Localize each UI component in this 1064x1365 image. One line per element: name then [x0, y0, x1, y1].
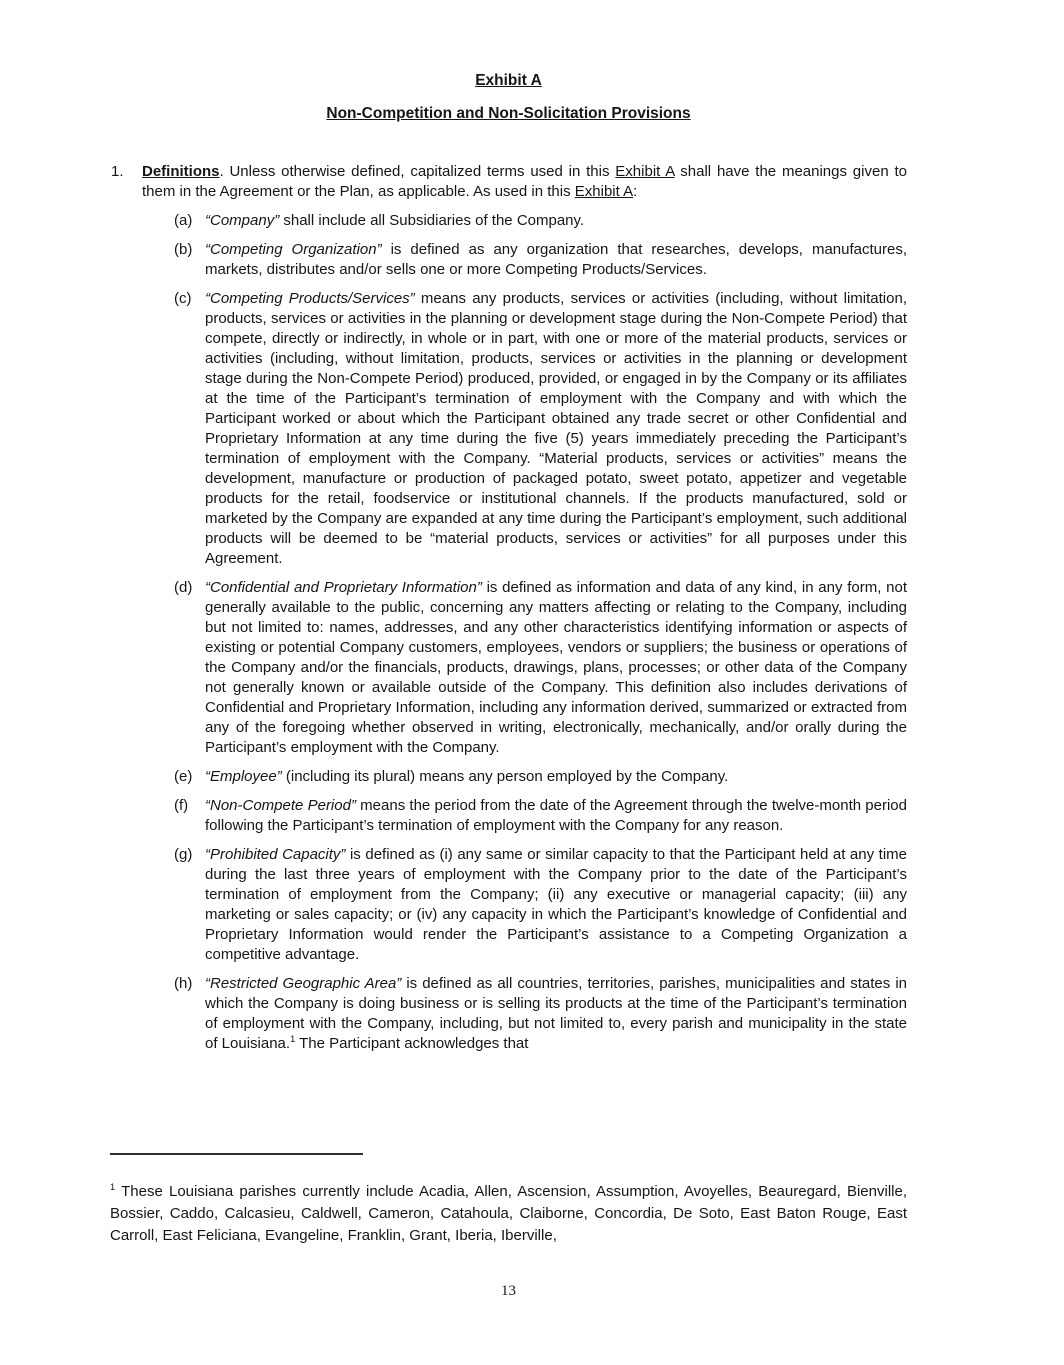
definition-marker: (h): [174, 975, 193, 992]
text-run: “Employee”: [205, 768, 282, 785]
text-run: Definitions: [142, 163, 220, 180]
definitions-list: [110, 162, 907, 1054]
definition-item-c: [110, 289, 907, 569]
text-run: :: [633, 183, 638, 200]
text-run: is defined as (i) any same or similar capacity to that the Participant held at any time during the last three years of employment with the Company prior to the date of the Participant’s termination of employment from the Company; (ii) any executive or managerial capacity; (iii) any marketing or sales capacity; or (iv) any capacity in which the Participant’s knowledge of Confidential and Proprietary Information would render the Participant’s assistance to a Competing Organization a competitive advantage.: [205, 846, 907, 963]
text-run: “Prohibited Capacity”: [205, 846, 346, 863]
text-run: “Competing Products/Services”: [205, 290, 415, 307]
text-run: shall have the meanings given to them in the Agreement or the Plan, as applicable. As used in this: [142, 163, 907, 200]
definition-marker: (a): [174, 212, 193, 229]
text-run: is defined as information and data of any kind, in any form, not generally available to the public, concerning any matters affecting or relating to the Company, including but not limited to: names, addresses, and any other characteristics identifying information or aspects of existing or potential Company customers, employees, vendors or suppliers; the business or operations of the Company and/or the financials, products, drawings, plans, processes; or other data of the Company not generally known or available outside of the Company. This definition also includes derivations of Confidential and Proprietary Information, including any information derived, summarized or extracted from any of the foregoing whether observed in writing, electronically, mechanically, and/or orally during the Participant’s employment with the Company.: [205, 579, 907, 756]
text-run: . Unless otherwise defined, capitalized terms used in this: [219, 163, 616, 180]
footnote-reference: 1: [110, 1182, 116, 1192]
exhibit-title: Exhibit A: [475, 72, 542, 89]
text-run: These Louisiana parishes currently include Acadia, Allen, Ascension, Assumption, Avoyelles, Beauregard, Bienville, Bossier, Caddo, Calcasieu, Caldwell, Cameron, Catahoula, Claiborne, Concordia, De Soto, East Baton Rouge, East Carroll, East Feliciana, Evangeline, Franklin, Grant, Iberia, Iberville,: [110, 1183, 907, 1244]
text-run: (including its plural) means any person employed by the Company.: [281, 768, 729, 785]
definition-marker: (c): [174, 290, 192, 307]
page-number: 13: [501, 1283, 516, 1299]
definition-item-h: [110, 974, 907, 1054]
text-run: The Participant acknowledges that: [295, 1035, 529, 1052]
text-run: Exhibit A: [615, 163, 675, 180]
definition-marker: (e): [174, 768, 193, 785]
document-body: [110, 0, 907, 1299]
text-run: means the period from the date of the Agreement through the twelve-month period following the Participant’s termination of employment with the Company for any reason.: [205, 797, 907, 834]
definition-marker: (f): [174, 797, 189, 814]
definition-marker: (d): [174, 579, 193, 596]
footnote-divider: [110, 1153, 363, 1155]
text-run: “Restricted Geographic Area”: [205, 975, 402, 992]
text-run: “Competing Organization”: [205, 241, 382, 258]
definition-marker: (g): [174, 846, 193, 863]
document-subtitle: Non-Competition and Non-Solicitation Provisions: [326, 105, 691, 122]
text-run: shall include all Subsidiaries of the Company.: [279, 212, 585, 229]
definition-item-e: [110, 767, 907, 787]
text-run: means any products, services or activities (including, without limitation, products, services or activities in the planning or development stage during the Non-Compete Period) that compete, directly or indirectly, in whole or in part, with one or more of the material products, services or activities (including, without limitation, products, services or activities in the planning or development stage during the Non-Compete Period) produced, provided, or engaged in by the Company or its affiliates at the time of the Participant’s termination of employment with the Company and with which the Participant worked or about which the Participant obtained any trade secret or other Confidential and Proprietary Information at any time during the five (5) years immediately preceding the Participant’s termination of employment with the Company. “Material products, services or activities” means the development, manufacture or production of packaged potato, sweet potato, appetizer and vegetable products for the retail, foodservice or institutional channels. If the products manufactured, sold or marketed by the Company are expanded at any time during the Participant’s employment, such additional products will be deemed to be “material products, services or activities” for all purposes under this Agreement.: [205, 290, 907, 567]
numbered-item: [110, 162, 907, 202]
text-run: Exhibit A: [574, 183, 634, 200]
footnote: [110, 1181, 907, 1247]
item-number: 1.: [111, 163, 124, 180]
definition-marker: (b): [174, 241, 193, 258]
definition-item-a: [110, 211, 907, 231]
text-run: “Confidential and Proprietary Information”: [205, 579, 482, 596]
definition-item-d: [110, 578, 907, 758]
text-run: “Company”: [205, 212, 280, 229]
definition-item-f: [110, 796, 907, 836]
footnote-reference: 1: [290, 1034, 296, 1044]
definition-item-g: [110, 845, 907, 965]
text-run: is defined as all countries, territories, parishes, municipalities and states in which the Company is doing business or is selling its products at the time of the Participant’s termination of employment with the Company, including, but not limited to, every parish and municipality in the state of Louisiana.: [205, 975, 907, 1052]
definition-item-b: [110, 240, 907, 280]
text-run: “Non-Compete Period”: [205, 797, 356, 814]
text-run: is defined as any organization that researches, develops, manufactures, markets, distributes and/or sells one or more Competing Products/Services.: [205, 241, 907, 278]
